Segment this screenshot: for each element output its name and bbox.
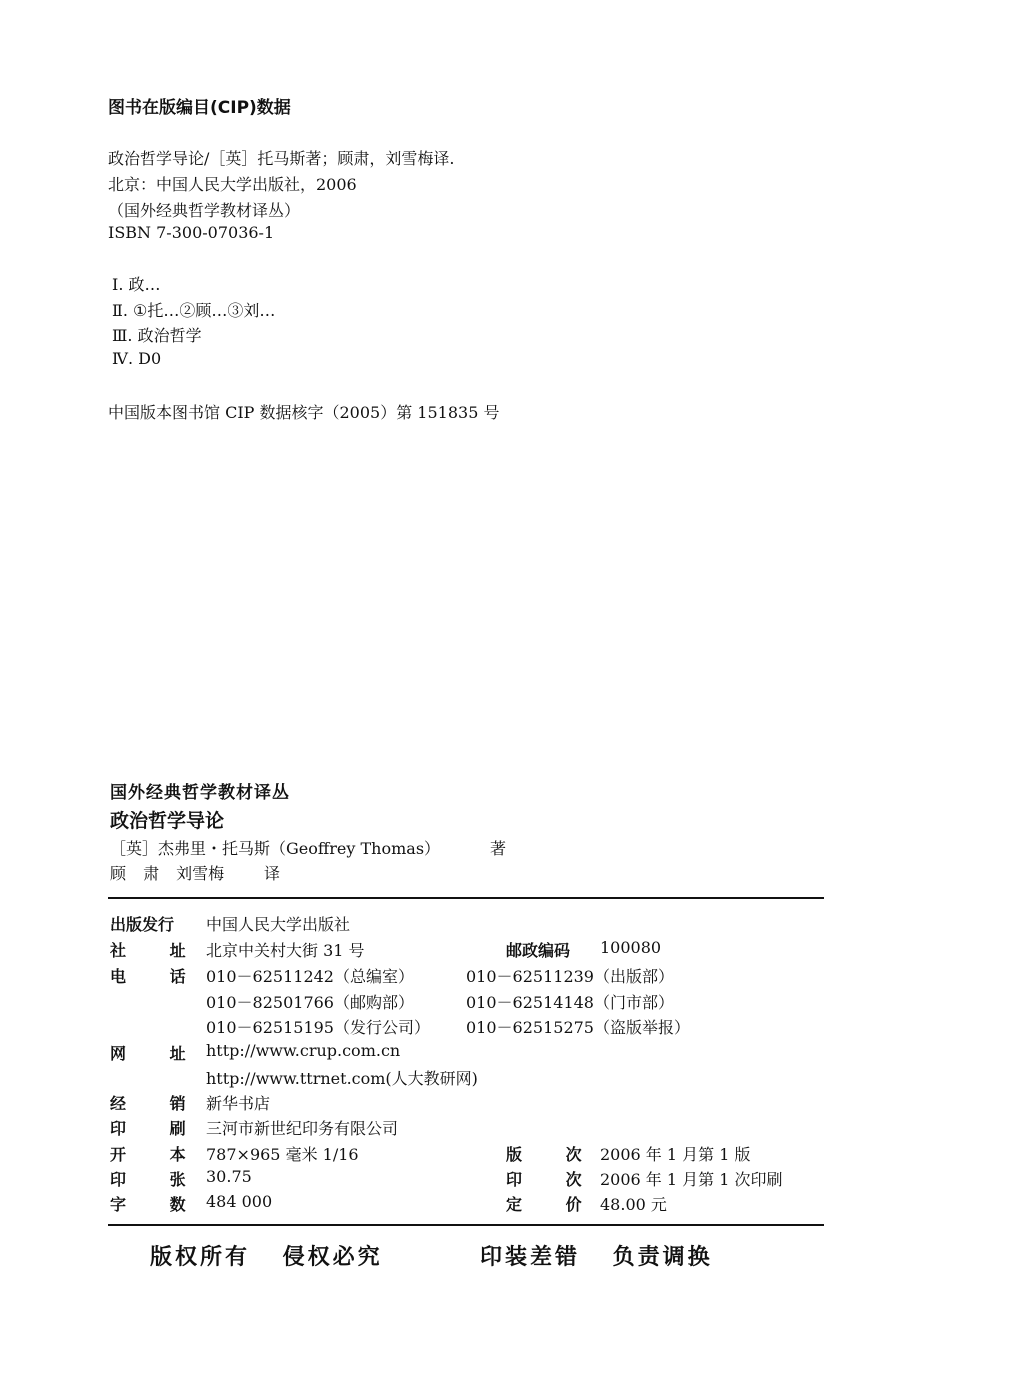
address-value: 北京中关村大街 31 号 [206,941,365,960]
website-crup: http://www.crup.com.cn [206,1041,401,1060]
website-label: 网 址 [110,1044,186,1063]
cip-title-line: 政治哲学导论/［英］托马斯著；顾肃，刘雪梅译. [108,149,455,168]
printing-label: 印 次 [506,1170,582,1189]
series-name: 国外经典哲学教材译丛 [110,783,290,803]
printing-value: 2006 年 1 月第 1 次印刷 [600,1170,783,1189]
edition-label: 版 次 [506,1145,582,1164]
publisher-label: 出版发行 [110,915,175,934]
address-label: 社 址 [110,941,186,960]
phone-mail-order: 010－82501766（邮购部） [206,993,414,1012]
catalog-entry-3: Ⅲ. 政治哲学 [112,326,202,345]
author-role: 著 [490,839,507,858]
cip-record-number: 中国版本图书馆 CIP 数据核字（2005）第 151835 号 [108,403,500,422]
sheets-label: 印 张 [110,1170,186,1189]
words-label: 字 数 [110,1195,186,1214]
phone-store: 010－62514148（门市部） [466,993,674,1012]
author-line: ［英］杰弗里・托马斯（Geoffrey Thomas） [110,839,441,858]
misprint-notice: 印装差错 负责调换 [480,1245,713,1270]
cip-isbn-line: ISBN 7-300-07036-1 [108,223,275,242]
catalog-entry-1: Ⅰ. 政… [112,275,161,294]
printer-label: 印 刷 [110,1119,186,1138]
words-value: 484 000 [206,1192,273,1211]
bottom-rule [108,1224,824,1226]
catalog-entry-4: Ⅳ. D0 [112,349,162,368]
distributor-value: 新华书店 [206,1094,271,1113]
catalog-entry-2: Ⅱ. ①托…②顾…③刘… [112,301,276,320]
phone-editorial: 010－62511242（总编室） [206,967,414,986]
phone-production: 010－62511239（出版部） [466,967,674,986]
printer-value: 三河市新世纪印务有限公司 [206,1119,399,1138]
price-value: 48.00 元 [600,1195,667,1214]
phone-piracy-report: 010－62515275（盗版举报） [466,1018,690,1037]
cip-heading: 图书在版编目(CIP)数据 [108,98,291,118]
format-value: 787×965 毫米 1/16 [206,1145,359,1164]
top-rule [108,897,824,899]
cip-series-line: （国外经典哲学教材译丛） [108,201,301,220]
sheets-value: 30.75 [206,1167,252,1186]
website-ttrnet: http://www.ttrnet.com(人大教研网) [206,1069,478,1088]
translators: 顾 肃 刘雪梅 [110,864,225,883]
book-title: 政治哲学导论 [110,810,225,832]
postcode-value: 100080 [600,938,662,957]
distributor-label: 经 销 [110,1094,186,1113]
format-label: 开 本 [110,1145,186,1164]
cip-publisher-line: 北京：中国人民大学出版社，2006 [108,175,357,194]
phone-label: 电 话 [110,967,186,986]
postcode-label: 邮政编码 [506,941,571,960]
edition-value: 2006 年 1 月第 1 版 [600,1145,751,1164]
copyright-notice: 版权所有 侵权必究 [150,1245,383,1270]
publisher-value: 中国人民大学出版社 [206,915,351,934]
price-label: 定 价 [506,1195,582,1214]
phone-distribution: 010－62515195（发行公司） [206,1018,430,1037]
translator-role: 译 [264,864,281,883]
